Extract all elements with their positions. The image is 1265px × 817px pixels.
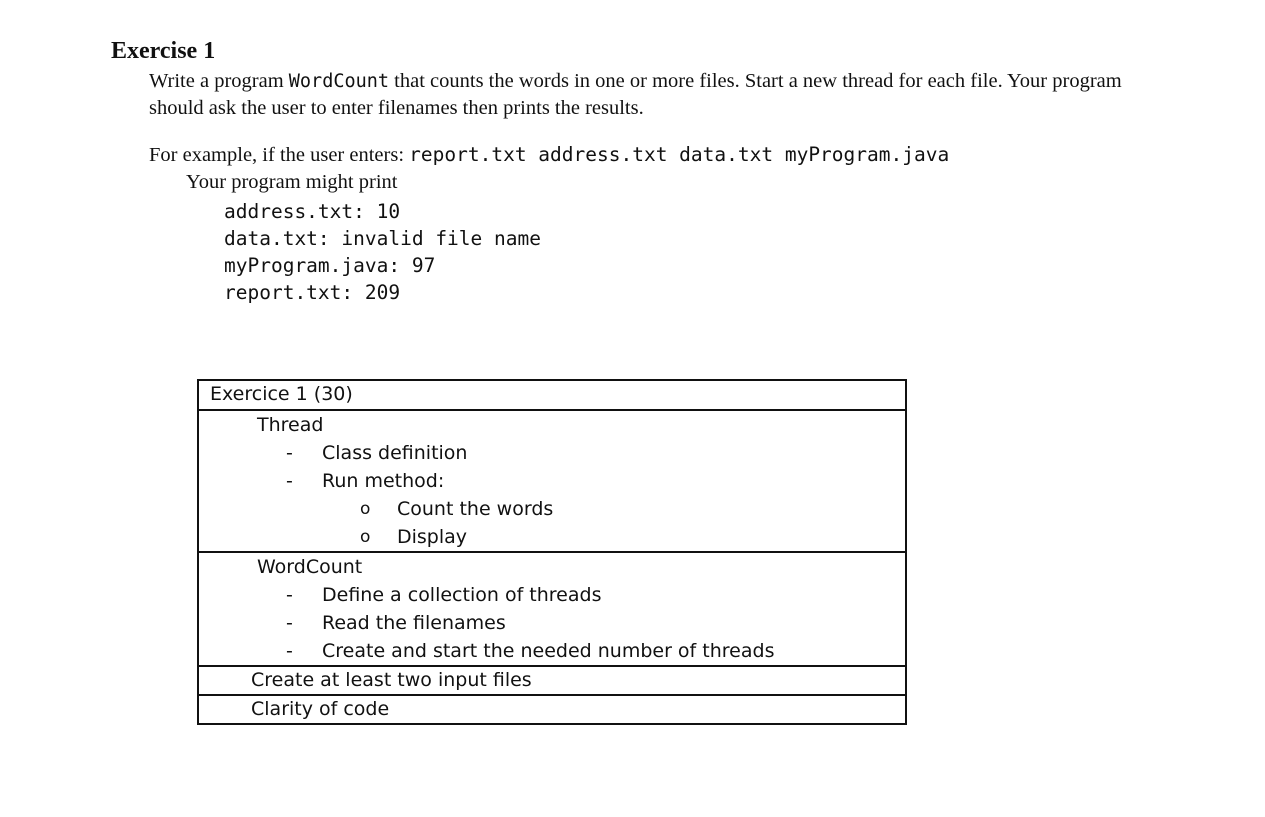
rubric-clarity-row <box>198 695 906 724</box>
list-item-label: Class definition <box>322 442 468 464</box>
sub-list-item-label: Count the words <box>397 498 554 520</box>
grading-rubric-table <box>197 379 907 725</box>
wordcount-heading: WordCount <box>257 556 363 578</box>
example-input: report.txt address.txt data.txt myProgram.java <box>409 143 950 166</box>
list-item-label: Run method: <box>322 470 445 492</box>
example-prefix: For example, if the user enters: <box>149 144 410 166</box>
thread-heading: Thread <box>257 414 324 436</box>
sub-list-item-label: Display <box>397 526 468 548</box>
list-item-label: Read the filenames <box>322 612 506 634</box>
description-part1: Write a program <box>149 70 289 92</box>
rubric-title-row <box>198 380 906 410</box>
list-item-label: Create and start the needed number of threads <box>322 640 775 662</box>
rubric-thread-row <box>198 410 906 552</box>
rubric-wordcount-row <box>198 552 906 666</box>
list-item <box>199 637 905 665</box>
dash-bullet: - <box>286 640 293 662</box>
list-item <box>199 467 905 495</box>
output-line: address.txt: 10 <box>224 200 401 223</box>
example-line <box>149 143 949 167</box>
circle-bullet: o <box>360 527 371 547</box>
dash-bullet: - <box>286 584 293 606</box>
rubric-thread-cell <box>198 410 906 552</box>
rubric-title: Exercice 1 (30) <box>198 380 906 410</box>
output-line: report.txt: 209 <box>224 281 401 304</box>
output-line: data.txt: invalid file name <box>224 227 541 250</box>
list-item <box>199 439 905 467</box>
example-output <box>224 198 541 306</box>
dash-bullet: - <box>286 442 293 464</box>
rubric-clarity: Clarity of code <box>198 695 906 724</box>
exercise-heading: Exercise 1 <box>111 38 216 64</box>
description-part2: that counts the words in one or more files. Start a new thread for each file. Your program should ask the user to enter filenames then prints the results. <box>149 70 1122 119</box>
sub-list-item <box>199 495 905 523</box>
sub-list-item <box>199 523 905 551</box>
list-item <box>199 581 905 609</box>
prints-label: Your program might print <box>186 171 398 193</box>
rubric-input-files-row <box>198 666 906 695</box>
rubric-input-files: Create at least two input files <box>198 666 906 695</box>
list-item-label: Define a collection of threads <box>322 584 602 606</box>
dash-bullet: - <box>286 612 293 634</box>
output-line: myProgram.java: 97 <box>224 254 436 277</box>
circle-bullet: o <box>360 499 371 519</box>
exercise-description <box>149 68 1179 122</box>
rubric-wordcount-cell <box>198 552 906 666</box>
dash-bullet: - <box>286 470 293 492</box>
list-item <box>199 609 905 637</box>
program-name: WordCount <box>288 71 390 92</box>
